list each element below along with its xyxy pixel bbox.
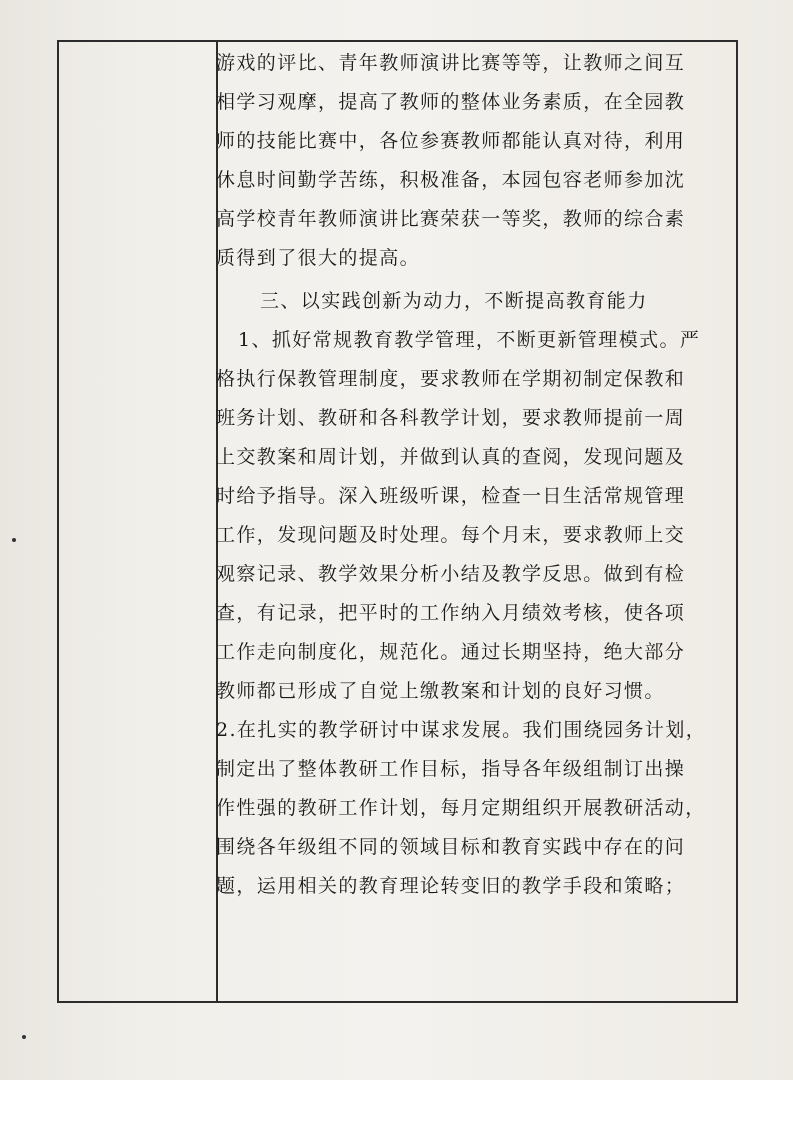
text-line: 观察记录、教学效果分析小结及教学反思。做到有检 (216, 563, 686, 585)
text-line: 围绕各年级组不同的领域目标和教育实践中存在的问 (216, 836, 686, 858)
text-line: 质得到了很大的提高。 (216, 247, 421, 269)
text-line: 1、抓好常规教育教学管理，不断更新管理模式。严 (238, 329, 701, 351)
text-line: 班务计划、教研和各科教学计划，要求教师提前一周 (216, 407, 686, 429)
section-heading: 三、以实践创新为动力，不断提高教育能力 (260, 290, 648, 312)
text-line: 工作走向制度化，规范化。通过长期坚持，绝大部分 (216, 641, 686, 663)
text-line: 查，有记录，把平时的工作纳入月绩效考核，使各项 (216, 602, 686, 624)
text-line: 游戏的评比、青年教师演讲比赛等等，让教师之间互 (216, 52, 686, 74)
scan-speck (12, 538, 16, 542)
text-line: 时给予指导。深入班级听课，检查一日生活常规管理 (216, 485, 686, 507)
text-line: 2.在扎实的教学研讨中谋求发展。我们围绕园务计划， (216, 719, 707, 741)
text-line: 格执行保教管理制度，要求教师在学期初制定保教和 (216, 368, 686, 390)
scan-speck (22, 1035, 26, 1039)
text-line: 题，运用相关的教育理论转变旧的教学手段和策略； (216, 875, 686, 897)
text-line: 教师都已形成了自觉上缴教案和计划的良好习惯。 (216, 680, 665, 702)
text-line: 工作，发现问题及时处理。每个月末，要求教师上交 (216, 524, 686, 546)
text-line: 高学校青年教师演讲比赛荣获一等奖，教师的综合素 (216, 208, 686, 230)
document-body (212, 44, 734, 906)
text-line: 相学习观摩，提高了教师的整体业务素质，在全园教 (216, 91, 686, 113)
text-line: 休息时间勤学苦练，积极准备，本园包容老师参加沈 (216, 169, 686, 191)
text-line: 作性强的教研工作计划，每月定期组织开展教研活动， (216, 797, 706, 819)
text-line: 上交教案和周计划，并做到认真的查阅，发现问题及 (216, 446, 686, 468)
text-line: 师的技能比赛中，各位参赛教师都能认真对待，利用 (216, 130, 686, 152)
text-line: 制定出了整体教研工作目标，指导各年级组制订出操 (216, 758, 686, 780)
